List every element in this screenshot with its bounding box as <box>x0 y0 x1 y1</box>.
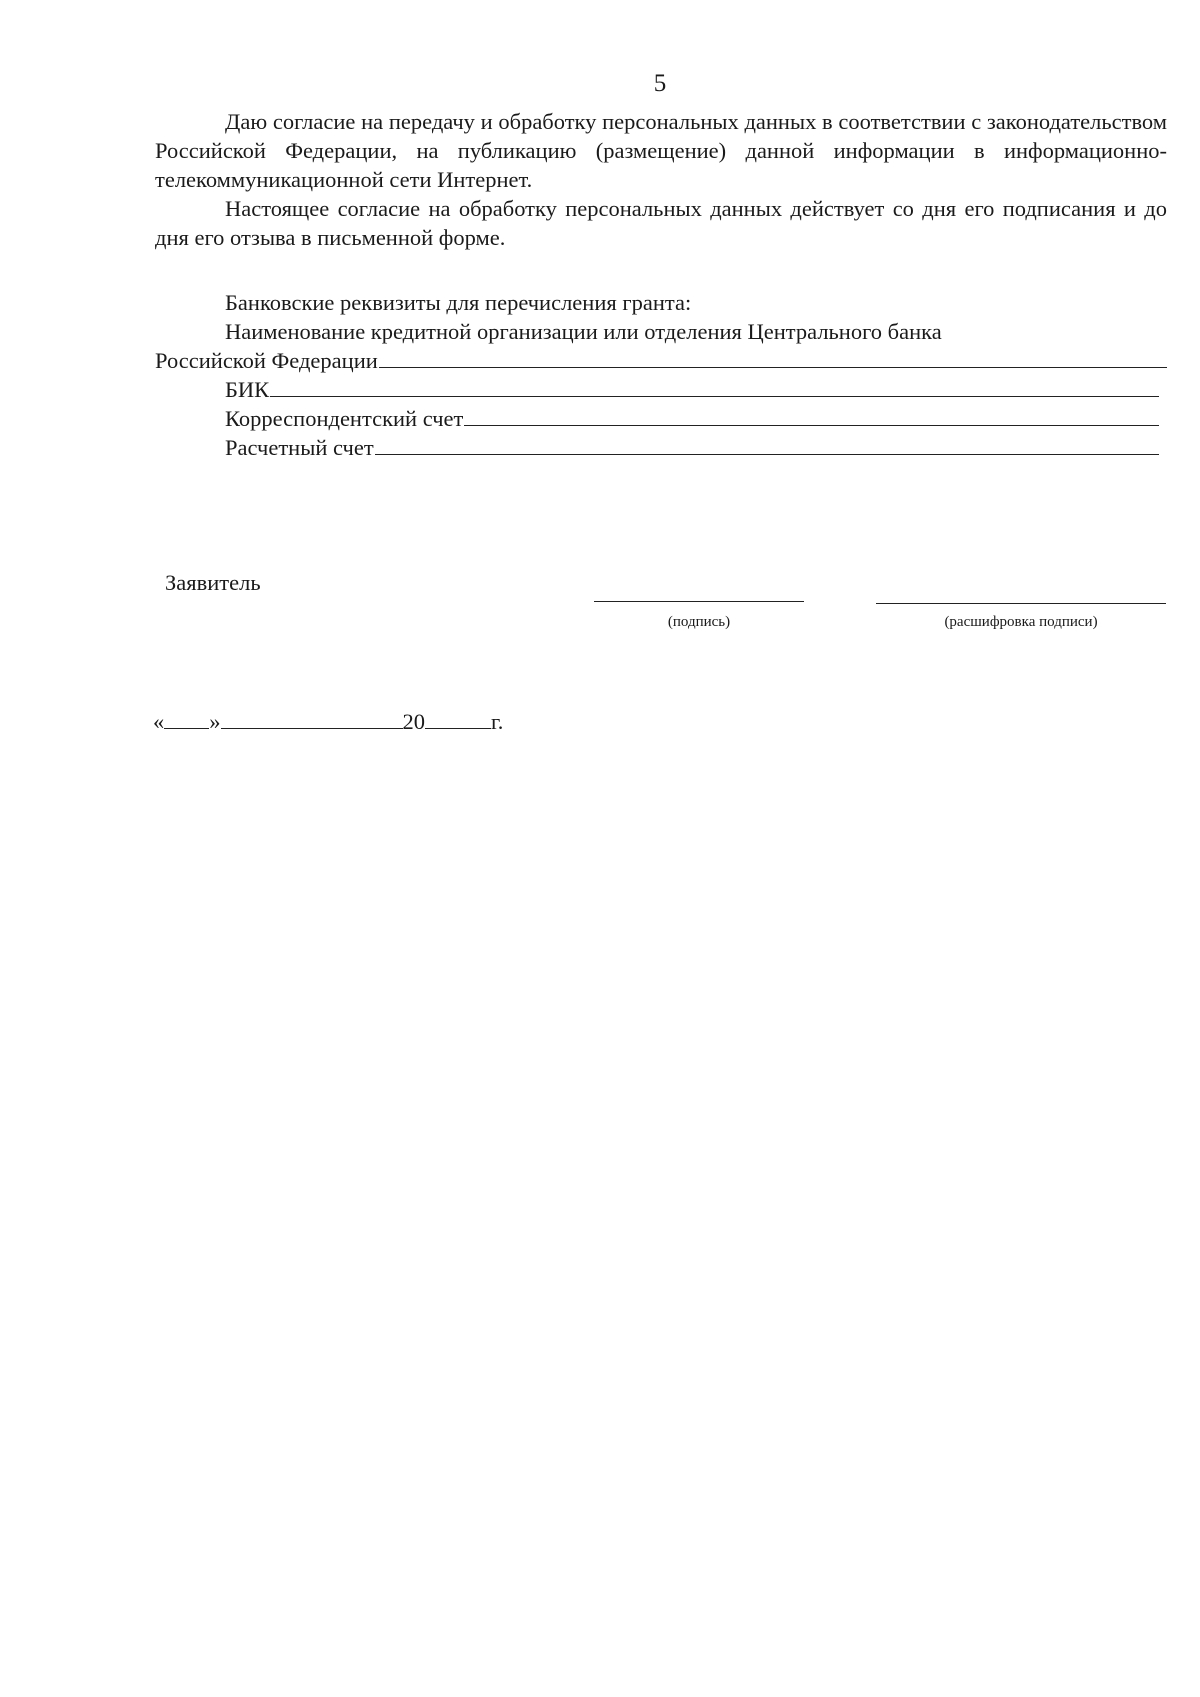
bank-org-name-label: Наименование кредитной организации или отделения Центрального банка <box>225 319 942 344</box>
applicant-label: Заявитель <box>165 570 261 595</box>
settlement-account-row <box>155 433 1167 462</box>
signature-decode-caption: (расшифровка подписи) <box>944 614 1098 630</box>
consent-section <box>155 107 1167 252</box>
bank-details-heading: Банковские реквизиты для перечисления гранта: <box>225 290 692 315</box>
date-month-field[interactable] <box>221 708 403 729</box>
bik-row <box>155 375 1167 404</box>
settlement-account-field[interactable] <box>375 433 1159 455</box>
signature-caption: (подпись) <box>667 614 731 630</box>
date-close-quote: » <box>209 709 221 734</box>
date-century: 20 <box>402 709 425 734</box>
signature-decode-line[interactable] <box>876 603 1166 604</box>
date-year-suffix: г. <box>491 709 504 734</box>
signature-line[interactable] <box>594 601 804 602</box>
bik-label: БИК <box>225 377 270 402</box>
bank-org-name-field[interactable] <box>379 346 1167 368</box>
date-year-field[interactable] <box>425 708 491 729</box>
corr-account-row <box>155 404 1167 433</box>
date-open-quote: « <box>153 709 165 734</box>
corr-account-label: Корреспондентский счет <box>225 406 464 431</box>
settlement-account-label: Расчетный счет <box>225 435 374 460</box>
bik-field[interactable] <box>270 375 1159 397</box>
consent-paragraph-2: Настоящее согласие на обработку персональных данных действует со дня его подписания и до дня его отзыва в письменной форме. <box>155 196 1167 250</box>
bank-org-name-row <box>155 346 1167 375</box>
date-row <box>153 708 503 735</box>
date-day-field[interactable] <box>164 708 209 729</box>
page-number: 5 <box>653 70 667 97</box>
corr-account-field[interactable] <box>464 404 1159 426</box>
bank-org-name-label-cont: Российской Федерации <box>155 348 378 373</box>
bank-details-section <box>155 288 1167 462</box>
consent-paragraph-1: Даю согласие на передачу и обработку персональных данных в соответствии с законодательством Российской Федерации, на публикацию (размещение) данной информации в информационно-телекоммуникационной сети Интернет. <box>155 109 1167 192</box>
